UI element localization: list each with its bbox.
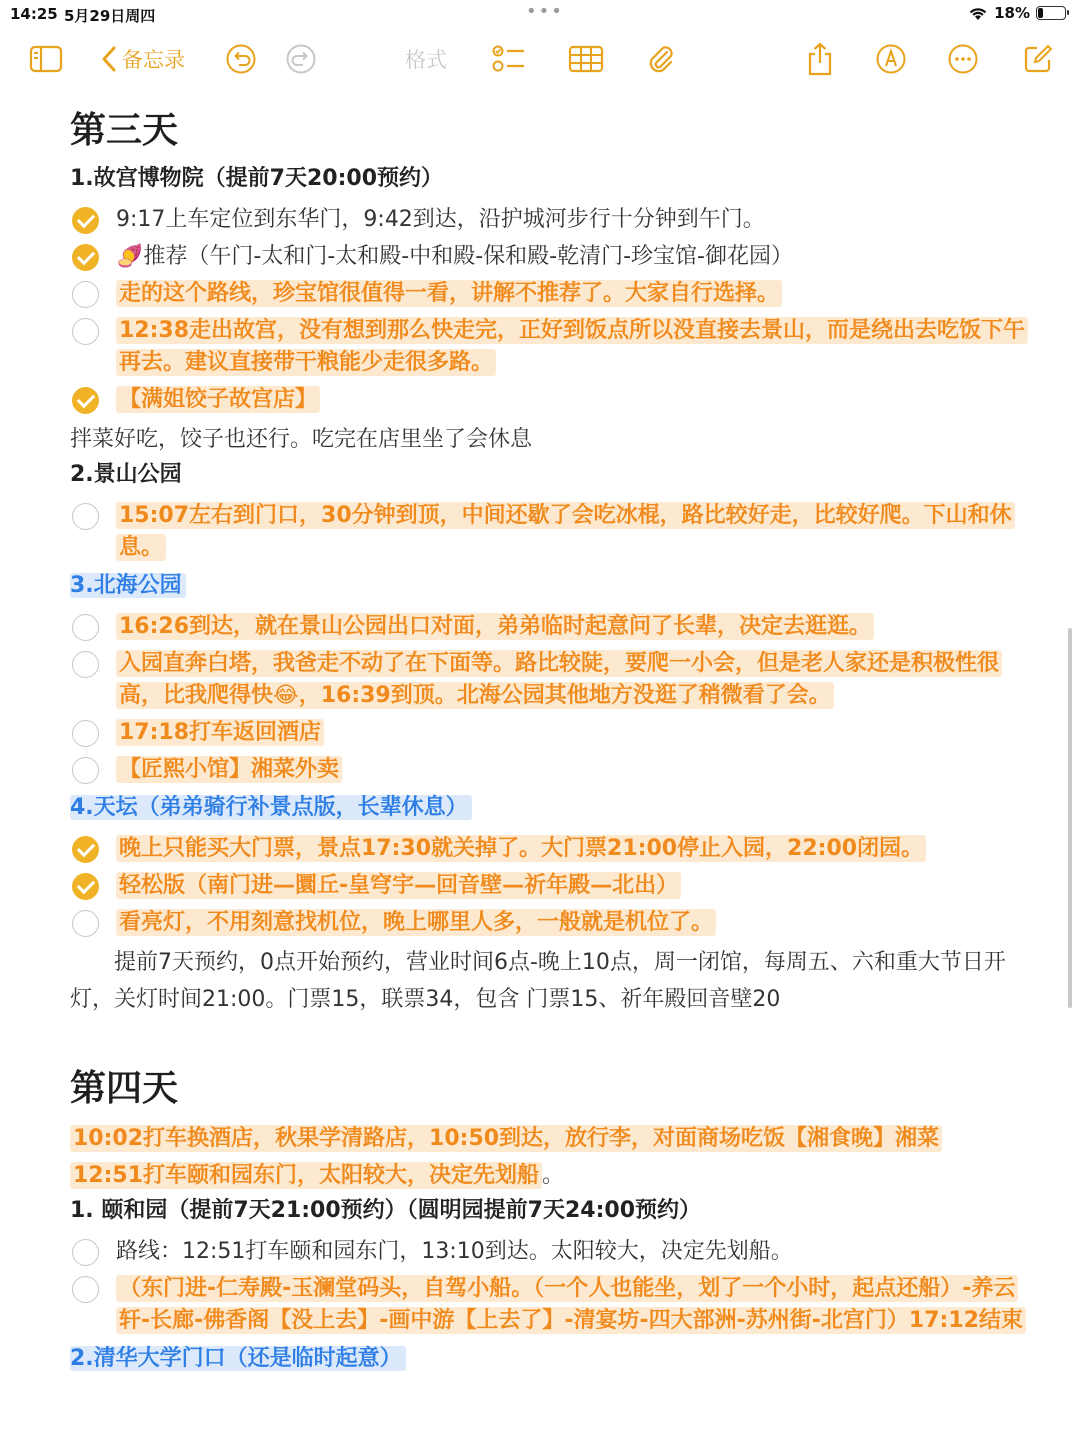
checklist-item — [70, 384, 1030, 416]
back-button[interactable] — [100, 36, 185, 82]
checkbox-unchecked[interactable] — [72, 1239, 99, 1266]
checklist-item — [70, 833, 1030, 865]
checklist-item — [70, 1236, 1030, 1268]
redo-icon — [285, 43, 317, 75]
checkbox-unchecked[interactable] — [72, 614, 99, 641]
table-icon — [568, 45, 604, 73]
day4-s2-heading — [70, 1342, 1030, 1379]
item-text: 走的这个路线，珍宝馆很值得一看，讲解不推荐了。大家自行选择。 — [116, 280, 782, 307]
checklist-item — [70, 754, 1030, 786]
day3-s1-heading: 1.故宫博物院（提前7天20:00预约） — [70, 166, 444, 191]
compose-button[interactable] — [1022, 36, 1054, 82]
markup-button[interactable] — [874, 36, 908, 82]
day4-title: 第四天 — [70, 1068, 179, 1109]
checklist-item — [70, 278, 1030, 310]
checklist-icon — [492, 44, 526, 74]
checklist-item — [70, 204, 1030, 236]
intro-tail: 。 — [542, 1163, 565, 1188]
back-label: 备忘录 — [122, 48, 185, 72]
checkbox-unchecked[interactable] — [72, 281, 99, 308]
checklist-item — [70, 870, 1030, 902]
undo-icon — [225, 43, 257, 75]
day3-title: 第三天 — [70, 110, 179, 151]
redo-button[interactable] — [284, 36, 318, 82]
item-text: 9:17上车定位到东华门，9:42到达，沿护城河步行十分钟到午门。 — [116, 207, 765, 232]
heading-highlight: 3.北海公园 — [70, 573, 186, 598]
more-button[interactable] — [946, 36, 980, 82]
notes-toolbar — [0, 36, 1080, 82]
checkbox-unchecked[interactable] — [72, 318, 99, 345]
intro-text: 12:51打车颐和园东门，太阳较大，决定先划船 — [70, 1162, 542, 1189]
status-time: 14:25 — [10, 5, 58, 23]
item-text: 17:18打车返回酒店 — [116, 719, 324, 746]
checkbox-unchecked[interactable] — [72, 757, 99, 784]
item-text: 入园直奔白塔，我爸走不动了在下面等。路比较陡，要爬一小会，但是老人家还是积极性很高，比我爬得快😂，16:39到顶。北海公园其他地方没逛了稍微看了会。 — [116, 650, 1002, 709]
item-text: 【满姐饺子故宫店】 — [116, 386, 320, 413]
wifi-icon — [968, 6, 988, 21]
checkbox-checked[interactable] — [72, 873, 99, 900]
heading-highlight: 4.天坛（弟弟骑行补景点版，长辈休息） — [70, 795, 472, 820]
chevron-left-icon — [100, 45, 118, 73]
checkbox-unchecked[interactable] — [72, 910, 99, 937]
sidebar-toggle-button[interactable] — [26, 36, 66, 82]
battery-percent: 18% — [994, 4, 1030, 22]
note-body[interactable] — [70, 100, 1030, 1379]
table-button[interactable] — [568, 36, 604, 82]
item-text: 轻松版（南门进—圜丘-皇穹宇—回音壁—祈年殿—北出） — [116, 872, 681, 899]
day3-s1-note: 拌菜好吃，饺子也还行。吃完在店里坐了会休息 — [70, 427, 533, 452]
item-text: （东门进-仁寿殿-玉澜堂码头，自驾小船。（一个人也能坐，划了一个小时，起点还船）-养云轩-长廊-佛香阁【没上去】-画中游【上去了】-清宴坊-四大部洲-苏州街-北宫门）17:12结束 — [116, 1275, 1026, 1334]
checklist-item — [70, 717, 1030, 749]
checkbox-unchecked[interactable] — [72, 503, 99, 530]
item-text: 16:26到达，就在景山公园出口对面，弟弟临时起意问了长辈，决定去逛逛。 — [116, 613, 874, 640]
intro-text: 10:02打车换酒店，秋果学清路店，10:50到达，放行李，对面商场吃饭【湘食晚】湘菜 — [70, 1125, 942, 1152]
scroll-indicator[interactable] — [1068, 628, 1072, 1008]
item-text: 15:07左右到门口，30分钟到顶，中间还歇了会吃冰棍，路比较好走，比较好爬。下山和休息。 — [116, 502, 1015, 561]
item-text: 晚上只能买大门票，景点17:30就关掉了。大门票21:00停止入园，22:00闭园。 — [116, 835, 926, 862]
compose-icon — [1023, 44, 1053, 74]
share-button[interactable] — [806, 36, 834, 82]
checklist-button[interactable] — [492, 36, 526, 82]
battery-icon — [1036, 6, 1066, 20]
checkbox-unchecked[interactable] — [72, 720, 99, 747]
attachment-button[interactable] — [646, 36, 676, 82]
day3-s3-heading — [70, 569, 1030, 606]
checkbox-checked[interactable] — [72, 836, 99, 863]
item-text: 【匠熙小馆】湘菜外卖 — [116, 756, 342, 783]
item-text: 🍠推荐（午门-太和门-太和殿-中和殿-保和殿-乾清门-珍宝馆-御花园） — [116, 244, 793, 269]
multitasking-dots-icon[interactable]: ••• — [526, 1, 564, 22]
checklist-item — [70, 1273, 1030, 1337]
spacer — [70, 1018, 1030, 1058]
day4-s1-heading: 1. 颐和园（提前7天21:00预约）（圆明园提前7天24:00预约） — [70, 1198, 701, 1223]
checklist-item — [70, 241, 1030, 273]
checklist-item — [70, 315, 1030, 379]
item-text: 路线：12:51打车颐和园东门，13:10到达。太阳较大，决定先划船。 — [116, 1239, 793, 1264]
day4-intro-line-1 — [70, 1120, 1030, 1157]
format-button[interactable]: 格式 — [405, 48, 447, 72]
day3-s4-note: 提前7天预约，0点开始预约，营业时间6点-晚上10点，周一闭馆，每周五、六和重大节日开灯，关灯时间21:00。门票15，联票34，包含 门票15、祈年殿回音壁20 — [70, 950, 1006, 1012]
item-text: 看亮灯，不用刻意找机位，晚上哪里人多，一般就是机位了。 — [116, 909, 716, 936]
paperclip-icon — [647, 43, 675, 75]
battery-level — [1038, 8, 1043, 18]
item-text: 12:38走出故宫，没有想到那么快走完，正好到饭点所以没直接去景山，而是绕出去吃饭下午再去。建议直接带干粮能少走很多路。 — [116, 317, 1028, 376]
day4-intro-line-2 — [70, 1157, 1030, 1194]
checklist-item — [70, 611, 1030, 643]
status-date: 5月29日周四 — [64, 7, 156, 25]
day3-s4-heading — [70, 791, 1030, 828]
checkbox-checked[interactable] — [72, 244, 99, 271]
status-right — [968, 4, 1066, 22]
sidebar-icon — [29, 45, 63, 73]
heading-highlight: 2.清华大学门口（还是临时起意） — [70, 1346, 406, 1371]
pen-markup-icon — [875, 43, 907, 75]
checkbox-checked[interactable] — [72, 387, 99, 414]
checkbox-unchecked[interactable] — [72, 651, 99, 678]
checkbox-checked[interactable] — [72, 207, 99, 234]
checkbox-unchecked[interactable] — [72, 1276, 99, 1303]
status-bar — [0, 0, 1080, 28]
checklist-item — [70, 648, 1030, 712]
undo-button[interactable] — [224, 36, 258, 82]
checklist-item — [70, 500, 1030, 564]
checklist-item — [70, 907, 1030, 939]
day3-s2-heading: 2.景山公园 — [70, 462, 182, 487]
ellipsis-circle-icon — [947, 43, 979, 75]
share-icon — [807, 42, 833, 76]
